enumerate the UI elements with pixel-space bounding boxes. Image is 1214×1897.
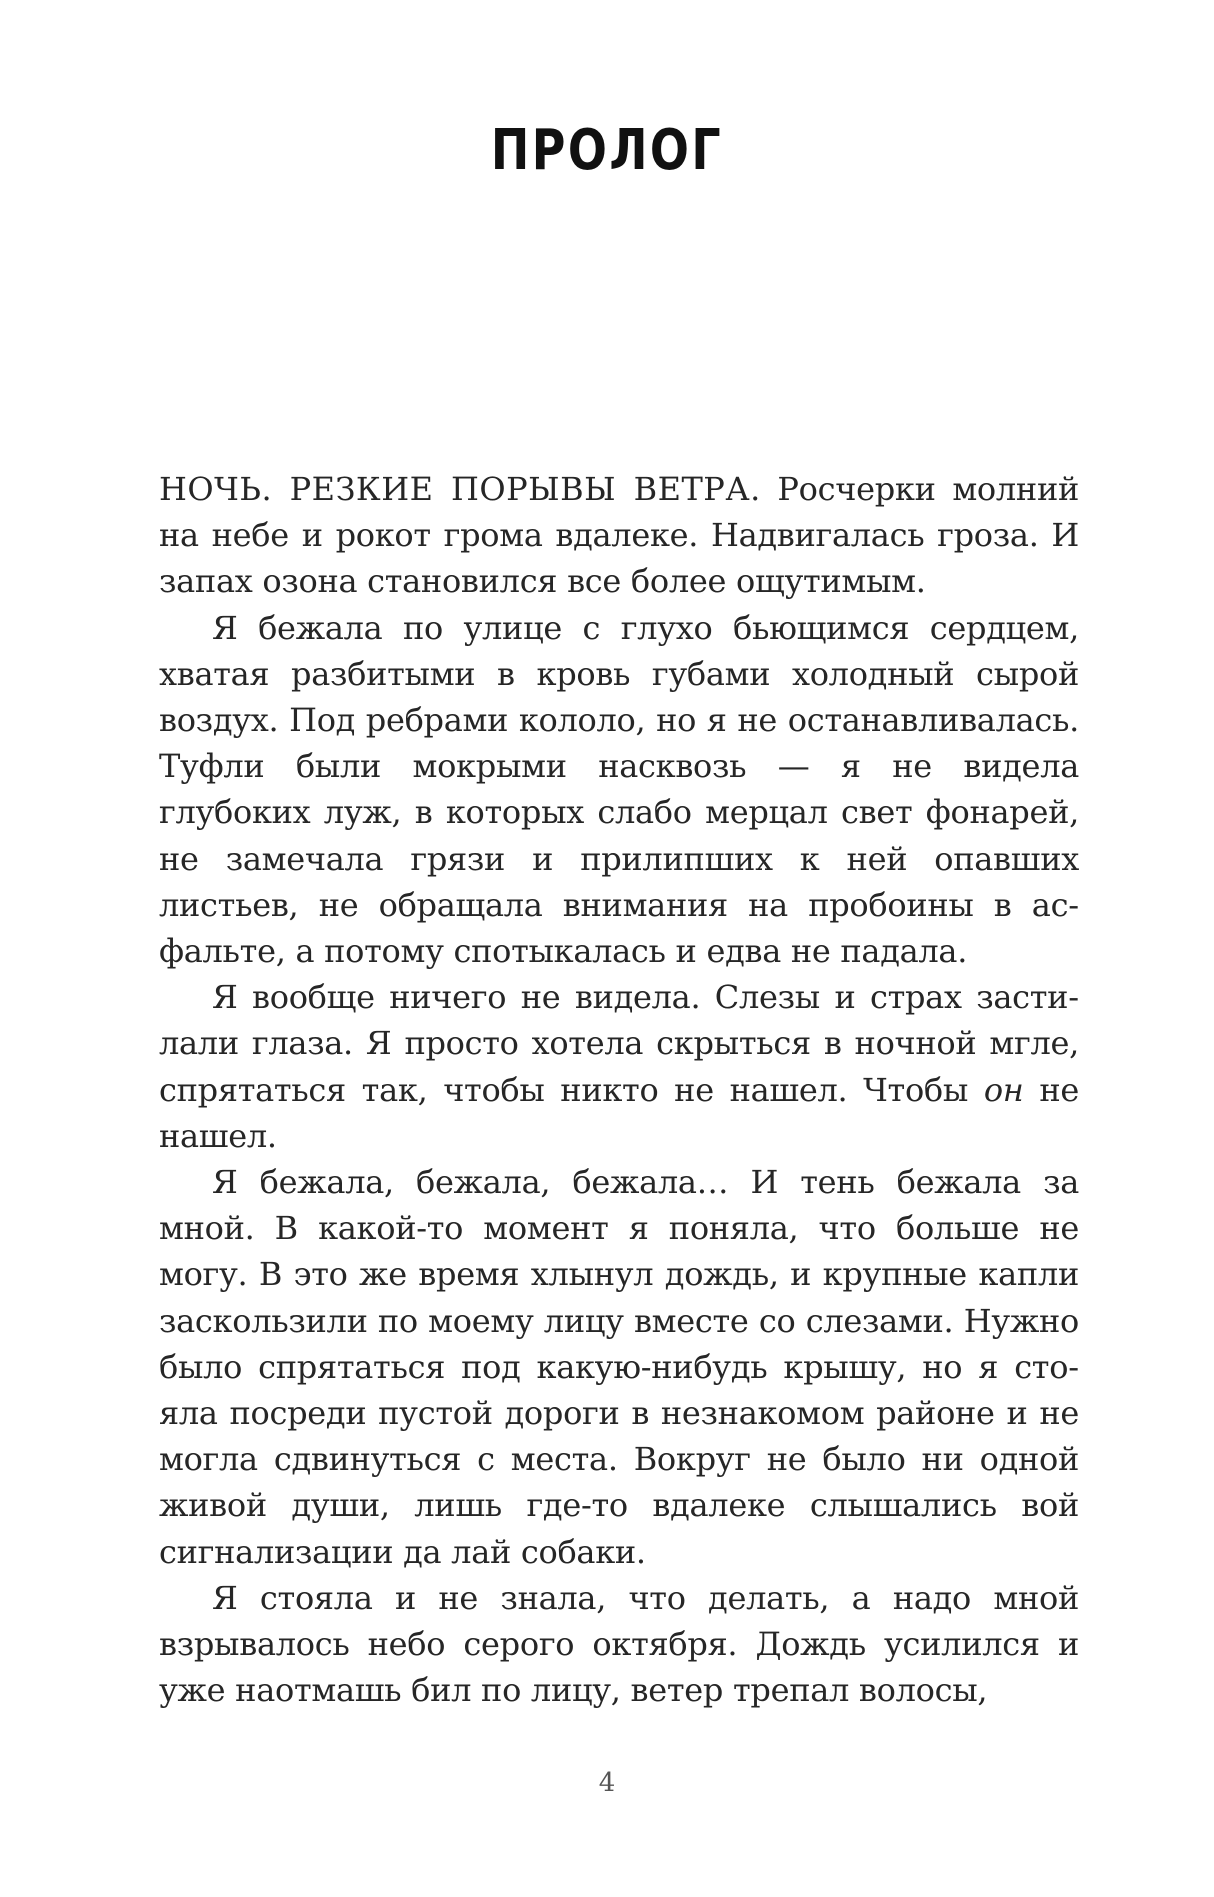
paragraph-1-lead: НОЧЬ. РЕЗКИЕ ПОРЫВЫ ВЕТРА.: [159, 470, 761, 508]
paragraph-3-after: не нашел.: [159, 1070, 1079, 1155]
paragraph-4: Я бежала, бежала, бежала… И тень бежала за мной. В какой-то момент я поняла, что больше не могу. В это же время хлынул дождь, и крупные капли заскользили по моему лицу вместе со слезами. Нужно было спрятаться под какую-нибудь крышу, но я стояла посреди пустой дороги в незнакомом районе и не могла сдвинуться с места. Вокруг не было ни одной живой души, лишь где-то вдалеке слышались вой сигнализации да лай собаки.: [159, 1163, 1079, 1571]
paragraph-1: [159, 466, 1079, 605]
body-text: [159, 466, 1079, 1713]
paragraph-5: Я стояла и не знала, что делать, а надо мной взрывалось небо серого октября. Дождь усилился и уже наотмашь бил по лицу, ветер трепал волосы,: [159, 1578, 1079, 1710]
paragraph-2: Я бежала по улице с глухо бьющимся сердцем, хватая разбитыми в кровь губами холодный сырой воздух. Под ребрами кололо, но я не останавливалась. Туфли были мокрыми насквозь — я не видела глубоких луж, в которых слабо мерцал свет фонарей, не замечала грязи и прилипших к ней опавших листьев, не обращала внимания на пробоины в асфальте, а потому спотыкалась и едва не падала.: [159, 608, 1079, 971]
paragraph-1-rest: Росчерки молний на небе и рокот грома вдалеке. Надвигалась гроза. И запах озона становился все более ощутимым.: [159, 470, 1079, 601]
paragraph-3-italic: он: [983, 1070, 1024, 1109]
paragraph-3-before: Я вообще ничего не видела. Слезы и страх застилали глаза. Я просто хотела скрыться в ночной мгле, спрятаться так, чтобы никто не нашел. Чтобы: [159, 978, 1079, 1109]
page-number: 4: [598, 1768, 616, 1798]
paragraph-3: [159, 974, 1079, 1159]
chapter-title: ПРОЛОГ: [490, 118, 724, 183]
